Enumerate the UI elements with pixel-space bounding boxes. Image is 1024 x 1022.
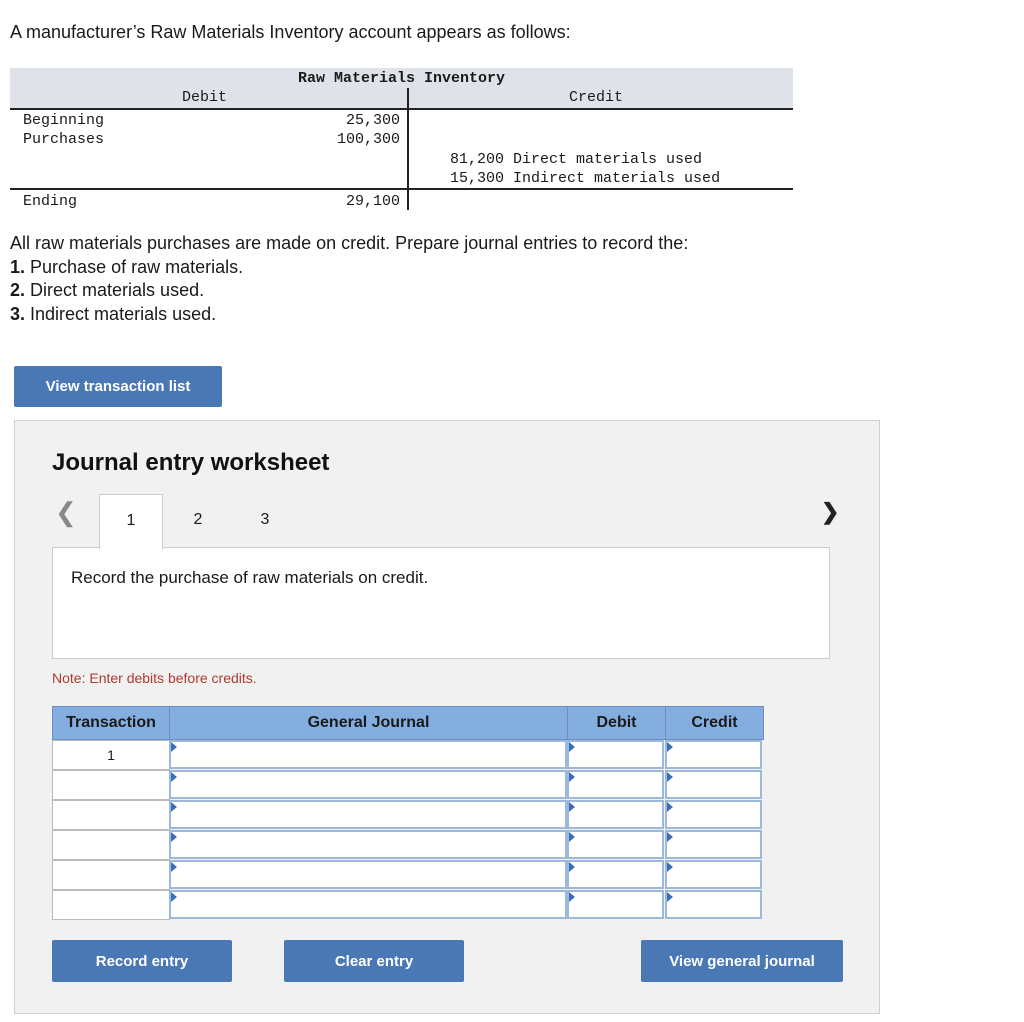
col-header-general-journal: General Journal [169, 706, 568, 740]
transaction-cell [52, 860, 170, 890]
account-input[interactable] [169, 740, 567, 769]
account-input[interactable] [169, 890, 567, 919]
credit-row [450, 151, 702, 168]
intro-text: A manufacturer’s Raw Materials Inventory account appears as follows: [10, 22, 571, 42]
instructions-lead: All raw materials purchases are made on credit. Prepare journal entries to record the: [10, 233, 689, 253]
credit-value: 15,300 [450, 170, 505, 187]
credit-input[interactable] [665, 830, 762, 859]
debit-input[interactable] [567, 860, 664, 889]
credit-input[interactable] [665, 740, 762, 769]
debit-input[interactable] [567, 890, 664, 919]
debit-input[interactable] [567, 740, 664, 769]
ending-label: Ending [23, 193, 78, 210]
worksheet-title: Journal entry worksheet [52, 449, 330, 476]
t-account-rule [10, 188, 793, 190]
account-input[interactable] [169, 860, 567, 889]
view-general-journal-button[interactable]: View general journal [641, 940, 843, 982]
t-account [10, 68, 793, 213]
instruction-text: Purchase of raw materials. [30, 256, 244, 277]
instruction-number: 2. [10, 280, 26, 300]
credit-value: 81,200 [450, 151, 505, 168]
debit-input[interactable] [567, 800, 664, 829]
note-text: Note: Enter debits before credits. [52, 670, 257, 686]
ending-value: 29,100 [345, 193, 400, 210]
transaction-cell [52, 830, 170, 860]
t-account-title: Raw Materials Inventory [297, 70, 506, 87]
instructions [10, 232, 688, 326]
instruction-item [10, 303, 688, 327]
chevron-right-icon[interactable]: ❯ [821, 499, 840, 524]
credit-label: Direct materials used [513, 151, 703, 168]
prompt-text: Record the purchase of raw materials on credit. [71, 568, 429, 587]
credit-label: Indirect materials used [513, 170, 721, 187]
purchases-label: Purchases [23, 131, 105, 148]
account-input[interactable] [169, 830, 567, 859]
debit-input[interactable] [567, 770, 664, 799]
tab-1[interactable]: 1 [99, 494, 163, 549]
prompt-box [52, 547, 830, 659]
beginning-label: Beginning [23, 112, 105, 129]
credit-input[interactable] [665, 860, 762, 889]
tab-2[interactable]: 2 [193, 511, 203, 528]
transaction-cell [52, 800, 170, 830]
instruction-text: Indirect materials used. [30, 303, 217, 324]
tab-3[interactable]: 3 [260, 511, 270, 528]
view-transaction-list-button[interactable]: View transaction list [14, 366, 222, 407]
beginning-value: 25,300 [345, 112, 400, 129]
instruction-number: 3. [10, 303, 26, 324]
chevron-left-icon[interactable]: ❮ [55, 497, 77, 527]
t-account-debit-label: Debit [182, 89, 228, 106]
instruction-number: 1. [10, 256, 26, 277]
t-account-rule [10, 108, 793, 110]
col-header-transaction: Transaction [52, 706, 170, 740]
col-header-debit: Debit [567, 706, 666, 740]
account-input[interactable] [169, 770, 567, 799]
credit-input[interactable] [665, 800, 762, 829]
t-account-divider [407, 88, 409, 210]
journal-entry-worksheet [14, 420, 880, 1014]
transaction-cell: 1 [52, 740, 170, 770]
t-account-credit-label: Credit [569, 89, 624, 106]
credit-row [450, 170, 720, 187]
purchases-value: 100,300 [336, 131, 400, 148]
credit-input[interactable] [665, 770, 762, 799]
credit-input[interactable] [665, 890, 762, 919]
transaction-cell [52, 770, 170, 800]
instruction-item [10, 256, 688, 280]
col-header-credit: Credit [665, 706, 764, 740]
debit-input[interactable] [567, 830, 664, 859]
account-input[interactable] [169, 800, 567, 829]
instruction-item [10, 279, 688, 303]
record-entry-button[interactable]: Record entry [52, 940, 232, 982]
transaction-cell [52, 890, 170, 920]
t-account-header [10, 68, 793, 108]
clear-entry-button[interactable]: Clear entry [284, 940, 464, 982]
instruction-text: Direct materials used. [30, 280, 205, 300]
